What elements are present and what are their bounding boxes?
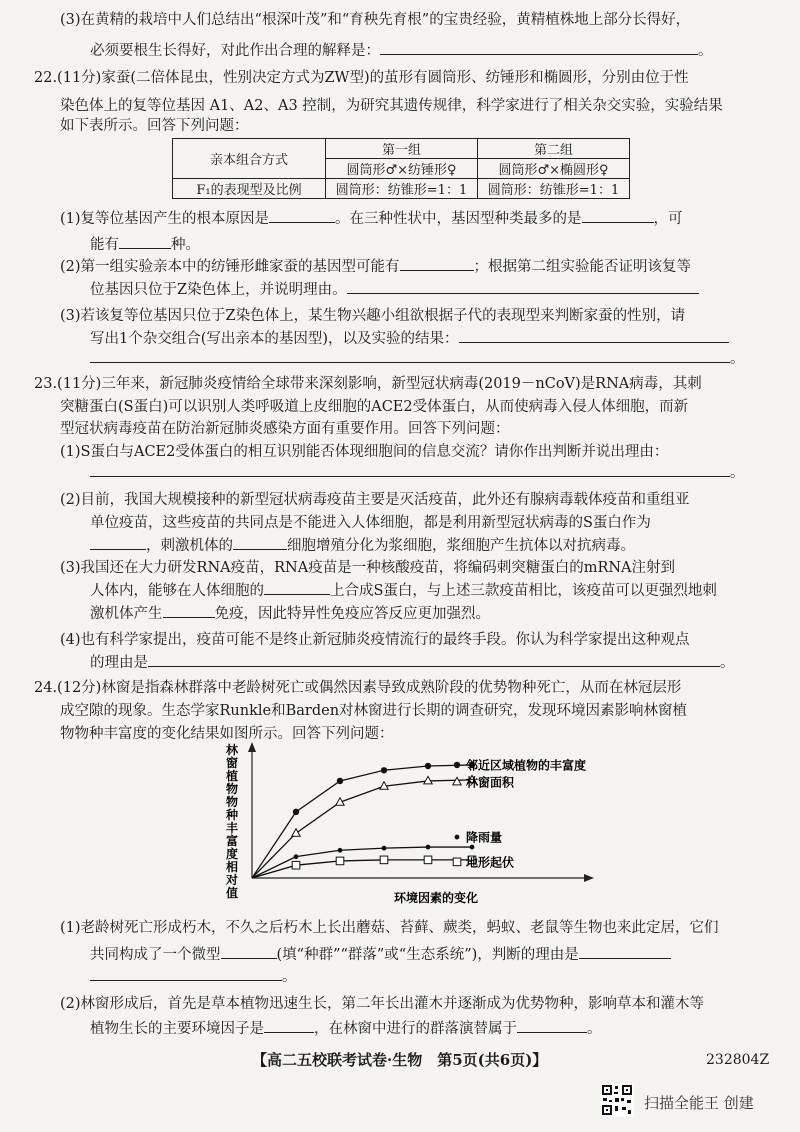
data-point-1-4 xyxy=(424,776,432,784)
answer-blank[interactable] xyxy=(90,966,282,981)
chart-ylabel: 林窗植物物种丰富度相对值 xyxy=(225,743,239,900)
legend-marker-1 xyxy=(453,777,461,785)
q21-3-line1: (3)在黄精的栽培中人们总结出“根深叶茂”和“育秧先育根”的宝贵经验，黄精植株地上部分长得好， xyxy=(60,12,691,28)
q22-p3-line1: (3)若该复等位基因只位于Z染色体上，某生物兴趣小组欲根据子代的表现型来判断家蚕的性别，请 xyxy=(60,308,686,324)
data-point-0-1 xyxy=(293,809,299,815)
q23-intro-2: 突糖蛋白(S蛋白)可以识别人类呼吸道上皮细胞的ACE2受体蛋白，从而使病毒入侵人体细胞，而新 xyxy=(60,399,689,415)
data-point-3-1 xyxy=(292,861,300,869)
q24-intro-3: 物物种丰富度的变化结果如图所示。回答下列问题： xyxy=(60,726,394,742)
paper-code: 232804Z xyxy=(706,1052,770,1068)
answer-blank[interactable] xyxy=(221,944,277,959)
scanner-watermark: 扫描全能王 创建 xyxy=(644,1094,754,1112)
q22-intro-2: 染色体上的复等位基因 A1、A2、A3 控制，为研究其遗传规律，科学家进行了相关杂交实验，实验结果 xyxy=(60,98,723,114)
q21-3-line2: 必须要根生长得好，对此作出合理的解释是： 。 xyxy=(90,40,713,61)
data-point-2-1 xyxy=(294,854,299,859)
q23-intro-1: 23.(11分)三年来，新冠肺炎疫情给全球带来深刻影响，新型冠状病毒(2019－nCoV)是RNA病毒，其刺 xyxy=(34,376,702,392)
q22-intro-3: 如下表所示。回答下列问题： xyxy=(60,118,249,134)
answer-blank[interactable] xyxy=(347,279,699,294)
answer-blank[interactable] xyxy=(90,462,730,477)
answer-blank[interactable] xyxy=(119,234,171,249)
legend-label-0: 邻近区域植物的丰富度 xyxy=(466,758,587,773)
q22-p2-line2: 位基因只位于Z染色体上，并说明理由。 xyxy=(90,279,699,300)
q24-p2-line1: (2)林窗形成后，首先是草本植物迅速生长，第二年长出灌木并逐渐成为优势物种，影响草本和灌木等 xyxy=(60,996,705,1012)
answer-blank[interactable] xyxy=(264,580,330,595)
page-footer: 【高二五校联考试卷·生物 第5页(共6页)】 xyxy=(252,1051,548,1069)
q23-intro-3: 型冠状病毒疫苗在防治新冠肺炎感染方面有重要作用。回答下列问题： xyxy=(60,421,510,437)
experiment-table xyxy=(172,138,630,199)
q24-p1-line2: 共同构成了一个微型 (填“种群”“群落”或“生态系统”)，判断的理由是 xyxy=(90,944,671,965)
table-f1-group2: 圆筒形：纺锥形=1：1 xyxy=(478,179,630,199)
q23-p2-line2: 单位疫苗，这些疫苗的共同点是不能进入人体细胞，都是利用新型冠状病毒的S蛋白作为 xyxy=(90,515,651,531)
table-group1: 第一组 xyxy=(326,139,478,159)
q22-p3-line2: 写出1个杂交组合(写出亲本的基因型)，以及实验的结果： xyxy=(90,328,729,349)
data-point-0-4 xyxy=(425,763,431,769)
table-cross1: 圆筒形♂×纺锤形♀ xyxy=(326,159,478,179)
data-point-3-4 xyxy=(424,856,432,864)
answer-blank[interactable] xyxy=(233,535,287,550)
table-header-label: 亲本组合方式 xyxy=(173,139,326,179)
q22-intro-1: 22.(11分)家蚕(二倍体昆虫，性别决定方式为ZW型)的茧形有圆筒形、纺锤形和椭圆形，分别由位于性 xyxy=(34,70,689,86)
q23-p1-line1: (1)S蛋白与ACE2受体蛋白的相互识别能否体现细胞间的信息交流？请你作出判断并说出理由： xyxy=(60,444,669,460)
chart-xlabel: 环境因素的变化 xyxy=(393,891,479,905)
q23-p2-line1: (2)目前，我国大规模接种的新型冠状病毒疫苗主要是灭活疫苗，此外还有腺病毒载体疫苗和重组亚 xyxy=(60,492,690,508)
answer-blank[interactable] xyxy=(269,208,335,223)
q22-p1-line1: (1)复等位基因产生的根本原因是 。在三种性状中，基因型种类最多的是 ，可 xyxy=(60,208,683,229)
answer-blank[interactable] xyxy=(579,944,671,959)
q24-intro-2: 成空隙的现象。生态学家Runkle和Barden对林窗进行长期的调查研究，发现环境因素影响林窗植 xyxy=(60,703,688,719)
data-point-2-4 xyxy=(426,845,431,850)
legend-label-3: 地形起伏 xyxy=(466,855,515,870)
answer-blank[interactable] xyxy=(517,1018,587,1033)
q23-p3-line3: 激机体产生 免疫，因此特异性免疫应答反应更加强烈。 xyxy=(90,603,490,624)
data-point-2-5 xyxy=(470,845,475,850)
q22-p2-line1: (2)第一组实验亲本中的纺锤形雌家蚕的基因型可能有 ；根据第二组实验能否证明该复等 xyxy=(60,256,691,277)
table-cross2: 圆筒形♂×椭圆形♀ xyxy=(478,159,630,179)
data-point-1-1 xyxy=(292,829,300,837)
answer-blank[interactable] xyxy=(90,348,730,363)
answer-blank[interactable] xyxy=(148,652,720,667)
q23-p4-line1: (4)也有科学家提出，疫苗可能不是终止新冠肺炎疫情流行的最终手段。你认为科学家提出这种观点 xyxy=(60,632,690,648)
data-point-2-3 xyxy=(382,846,387,851)
data-point-0-2 xyxy=(337,778,343,784)
q23-p4-line2: 的理由是 。 xyxy=(90,652,735,673)
richness-chart xyxy=(210,740,630,910)
answer-blank[interactable] xyxy=(459,328,729,343)
answer-blank[interactable] xyxy=(380,40,698,55)
q23-p2-line3: ，刺激机体的 细胞增殖分化为浆细胞，浆细胞产生抗体以对抗病毒。 xyxy=(90,535,635,556)
answer-blank[interactable] xyxy=(264,1018,314,1033)
q24-intro-1: 24.(12分)林窗是指森林群落中老龄树死亡或偶然因素导致成熟阶段的优势物种死亡，从而在林冠层形 xyxy=(34,680,682,696)
q24-p1-line1: (1)老龄树死亡形成朽木，不久之后朽木上长出蘑菇、苔藓、蕨类，蚂蚁、老鼠等生物也来此定居，它们 xyxy=(60,920,719,936)
data-point-3-2 xyxy=(336,857,344,865)
qr-code-icon xyxy=(600,1083,634,1117)
q23-p1-line2: 。 xyxy=(90,462,745,483)
table-group2: 第二组 xyxy=(478,139,630,159)
legend-marker-2 xyxy=(455,835,460,840)
legend-label-1: 林窗面积 xyxy=(466,775,515,790)
answer-blank[interactable] xyxy=(400,256,474,271)
legend-marker-0 xyxy=(454,762,460,768)
legend-marker-3 xyxy=(453,858,461,866)
data-point-2-2 xyxy=(338,848,343,853)
q22-p1-line2: 能有 种。 xyxy=(90,234,200,255)
chart-x-arrow xyxy=(584,874,594,882)
series-line-2 xyxy=(252,847,472,878)
data-point-3-3 xyxy=(380,856,388,864)
q23-p3-line1: (3)我国还在大力研发RNA疫苗，RNA疫苗是一种核酸疫苗，将编码刺突糖蛋白的mRNA注射到 xyxy=(60,560,676,576)
q22-p3-line3: 。 xyxy=(90,348,745,369)
legend-label-2: 降雨量 xyxy=(466,830,503,845)
answer-blank[interactable] xyxy=(90,535,146,550)
answer-blank[interactable] xyxy=(582,208,654,223)
q23-p3-line2: 人体内，能够在人体细胞的 上合成S蛋白，与上述三款疫苗相比，该疫苗可以更强烈地刺 xyxy=(90,580,717,601)
table-f1-group1: 圆筒形：纺锥形=1：1 xyxy=(326,179,478,199)
answer-blank[interactable] xyxy=(163,603,215,618)
data-point-0-3 xyxy=(381,767,387,773)
q24-p1-line3: 。 xyxy=(90,966,297,987)
chart-y-arrow xyxy=(248,742,256,752)
q24-p2-line2: 植物生长的主要环境因子是 ，在林窗中进行的群落演替属于 。 xyxy=(90,1018,602,1039)
table-f1-label: F₁的表现型及比例 xyxy=(173,179,326,199)
